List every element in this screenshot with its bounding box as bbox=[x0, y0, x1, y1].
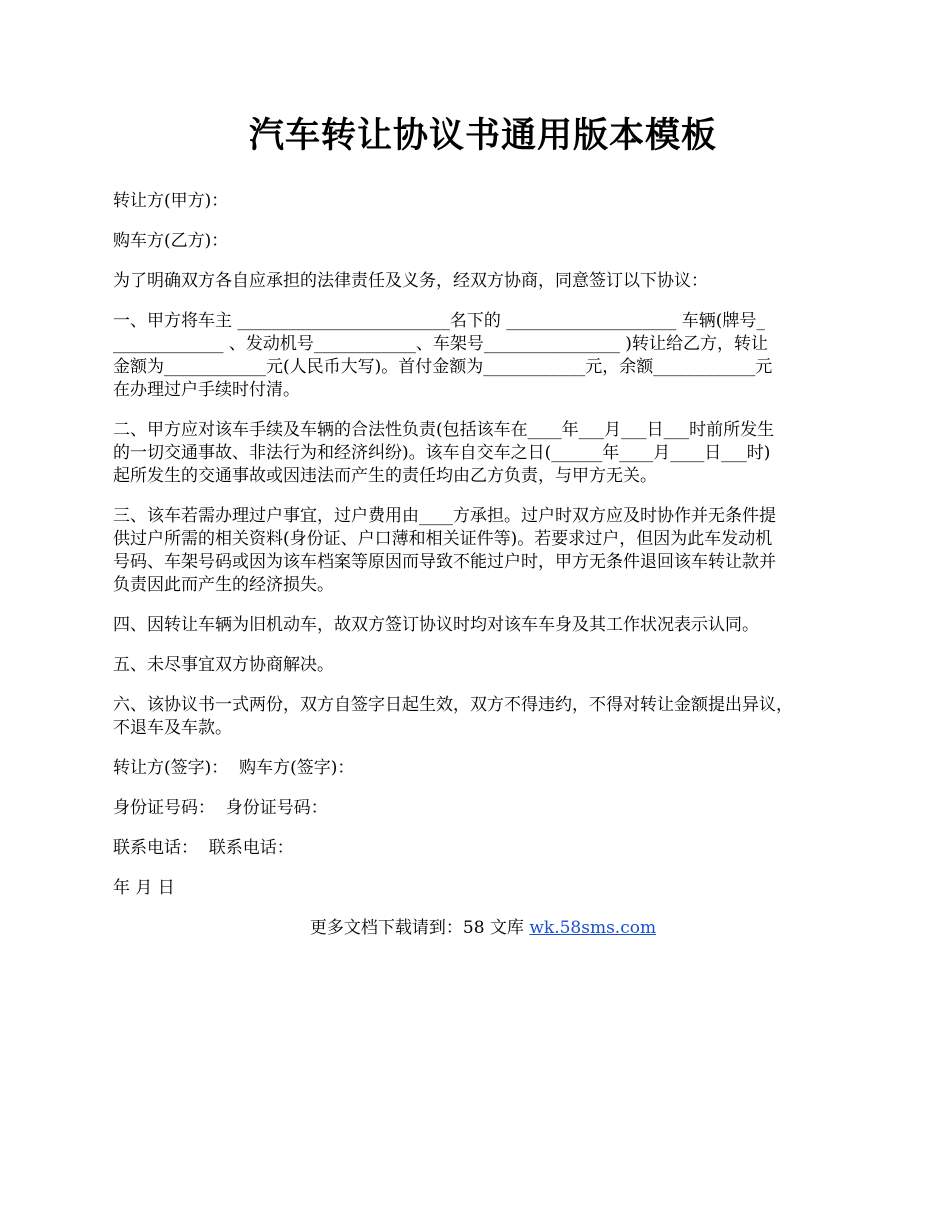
clause-3: 三、该车若需办理过户事宜，过户费用由____方承担。过户时双方应及时协作并无条件提 供过户所需的相关资料(身份证、户口薄和相关证件等)。若要求过户，但因为此车发动机 号码、车架号码或因为该车档案等原因而导致不能过户时，甲方无条件退回该车转让款并 负责因此而产生的经济损失。 bbox=[113, 506, 776, 595]
intro-paragraph: 为了明确双方各自应承担的法律责任及义务，经双方协商，同意签订以下协议： bbox=[113, 271, 708, 291]
signature-line: 转让方(签字)： 购车方(签字)： bbox=[113, 758, 355, 778]
phone-line: 联系电话： 联系电话： bbox=[113, 838, 294, 858]
clause-5: 五、未尽事宜双方协商解决。 bbox=[113, 655, 334, 675]
clause-4: 四、因转让车辆为旧机动车，故双方签订协议时均对该车车身及其工作状况表示认同。 bbox=[113, 615, 759, 635]
footer-text: 更多文档下载请到：58 文库 bbox=[309, 918, 530, 938]
id-number-line: 身份证号码： 身份证号码： bbox=[113, 798, 328, 818]
date-line: 年 月 日 bbox=[113, 878, 175, 898]
clause-2: 二、甲方应对该车手续及车辆的合法性负责(包括该车在____年___月___日___时前所发生 的一切交通事故、非法行为和经济纠纷)。该车自交车之日(______年____月____日___时) 起所发生的交通事故或因违法而产生的责任均由乙方负责，与甲方无关。 bbox=[113, 420, 775, 486]
footer bbox=[113, 917, 853, 940]
transferor-line: 转让方(甲方)： bbox=[113, 191, 229, 211]
clause-6: 六、该协议书一式两份，双方自签字日起生效，双方不得违约，不得对转让金额提出异议， 不退车及车款。 bbox=[113, 695, 793, 738]
buyer-line: 购车方(乙方)： bbox=[113, 231, 229, 251]
document-title: 汽车转让协议书通用版本模板 bbox=[248, 115, 717, 156]
clause-1: 一、甲方将车主 _________________________名下的 ____________________ 车辆(牌号_ _____________ 、发动机号____________、车架号________________ )转让给乙方，转让 金额为____________元(人民币大写)。首付金额为____________元，余额____________元 在办理过户手续时付清。 bbox=[113, 311, 773, 400]
document-page bbox=[113, 110, 853, 940]
footer-link[interactable]: wk.58sms.com bbox=[529, 918, 657, 938]
